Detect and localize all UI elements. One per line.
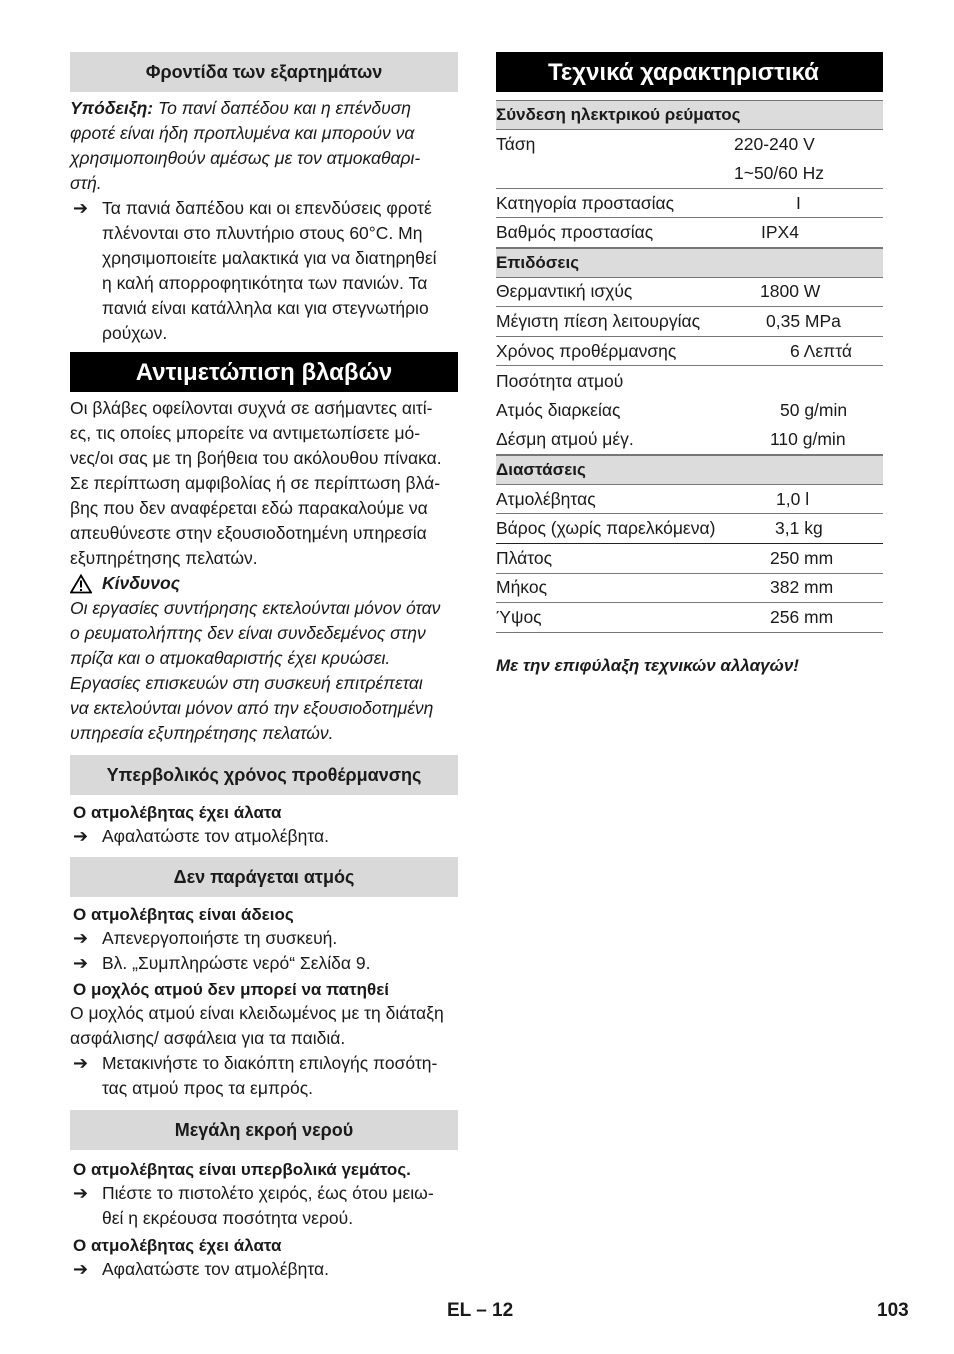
table-row: Θερμαντική ισχύς 1800 W — [496, 278, 883, 308]
arrow-right-icon: ➔ — [73, 198, 89, 218]
arrow-right-icon: ➔ — [73, 826, 89, 846]
right-column — [496, 52, 883, 678]
no-steam-action-1: ➔ Απενεργοποιήστε τη συσκευή. — [70, 926, 458, 951]
fault-intro: Οι βλάβες οφείλονται συχνά σε ασήμαντες αιτί- ες, τις οποίες μπορείτε να αντιμετωπίσετε μό- νες/οι σας με τη βοήθεια του ακόλουθου πίνακα. Σε περίπτωση αμφιβολίας ή σε περίπτωση βλά- βης που δεν αναφέρεται εδώ παρακαλούμε να απευθύνεστε στην εξουσιοδοτημένη υπηρεσία εξυπηρέτησης πελατών. — [70, 398, 442, 568]
arrow-right-icon: ➔ — [73, 953, 89, 973]
care-note: Υπόδειξη: Το πανί δαπέδου και η επένδυση φροτέ είναι ήδη προπλυμένα και μπορούν να χρησιμοποιηθούν αμέσως με τον ατμοκαθαρι- στή. — [70, 98, 421, 193]
page-number: 103 — [877, 1300, 909, 1321]
danger-title — [70, 571, 458, 596]
group-dimensions: Διαστάσεις — [496, 455, 883, 485]
arrow-right-icon: ➔ — [73, 1053, 89, 1073]
table-row: 1~50/60 Hz — [496, 159, 883, 189]
table-row: Βαθμός προστασίας IPX4 — [496, 218, 883, 248]
no-steam-heading: Δεν παράγεται ατμός — [70, 857, 458, 897]
care-heading: Φροντίδα των εξαρτημάτων — [70, 52, 458, 92]
table-row: Βάρος (χωρίς παρελκόμενα) 3,1 kg — [496, 514, 883, 544]
water-leak-action-2: ➔ Αφαλατώστε τον ατμολέβητα. — [70, 1257, 458, 1282]
water-leak-cause-2: Ο ατμολέβητας έχει άλατα — [73, 1236, 282, 1255]
water-leak-action-1: ➔ Πιέστε το πιστολέτο χειρός, έως ότου μειω- θεί η εκρέουσα ποσότητα νερού. — [70, 1181, 458, 1231]
danger-label: Κίνδυνος — [102, 573, 180, 593]
warning-triangle-icon — [70, 574, 92, 594]
table-row: Χρόνος προθέρμανσης 6 Λεπτά — [496, 337, 883, 367]
table-row: Ατμός διαρκείας 50 g/min — [496, 400, 848, 421]
preheat-heading: Υπερβολικός χρόνος προθέρμανσης — [70, 755, 458, 795]
arrow-right-icon: ➔ — [73, 928, 89, 948]
no-steam-cause-1: Ο ατμολέβητας είναι άδειος — [73, 905, 294, 924]
water-leak-heading: Μεγάλη εκροή νερού — [70, 1110, 458, 1150]
technical-changes-note: Με την επιφύλαξη τεχνικών αλλαγών! — [496, 655, 799, 675]
preheat-action: ➔ Αφαλατώστε τον ατμολέβητα. — [70, 824, 458, 849]
water-leak-cause-1: Ο ατμολέβητας είναι υπερβολικά γεμάτος. — [73, 1160, 411, 1179]
table-row: Ύψος 256 mm — [496, 603, 883, 633]
table-row: Δέσμη ατμού μέγ. 110 g/min — [496, 426, 883, 456]
group-performance: Επιδόσεις — [496, 248, 883, 278]
no-steam-text: Ο μοχλός ατμού είναι κλειδωμένος με τη διάταξη ασφάλισης/ ασφάλεια για τα παιδιά. — [70, 1003, 444, 1048]
arrow-right-icon: ➔ — [73, 1183, 89, 1203]
arrow-right-icon: ➔ — [73, 1259, 89, 1279]
table-row: Τάση 220-240 V — [496, 133, 815, 154]
tech-heading: Τεχνικά χαρακτηριστικά — [496, 52, 883, 92]
group-power: Σύνδεση ηλεκτρικού ρεύματος — [496, 100, 883, 130]
table-row: Μήκος 382 mm — [496, 574, 883, 604]
no-steam-cause-2: Ο μοχλός ατμού δεν μπορεί να πατηθεί — [73, 980, 390, 999]
table-row: Μέγιστη πίεση λειτουργίας 0,35 MPa — [496, 307, 883, 337]
page-code: EL – 12 — [447, 1300, 514, 1321]
tech-table — [496, 100, 883, 633]
table-row: Ατμολέβητας 1,0 l — [496, 485, 883, 515]
table-row: Κατηγορία προστασίας I — [496, 189, 883, 219]
fault-heading: Αντιμετώπιση βλαβών — [70, 352, 458, 392]
no-steam-action-3: ➔ Μετακινήστε το διακόπτη επιλογής ποσότη- τας ατμού προς τα εμπρός. — [70, 1051, 458, 1101]
table-row: Πλάτος 250 mm — [496, 544, 883, 574]
left-column — [70, 52, 458, 1282]
note-label: Υπόδειξη: — [70, 98, 154, 118]
danger-text: Οι εργασίες συντήρησης εκτελούνται μόνον όταν ο ρευματολήπτης δεν είναι συνδεδεμένος στην πρίζα και ο ατμοκαθαριστής έχει κρυώσει. Εργασίες επισκευών στη συσκευή επιτρέπεται να εκτελούνται μόνον από την εξουσιοδοτημένη υπηρεσία εξυπηρέτησης πελατών. — [70, 598, 441, 743]
care-item: ➔ Τα πανιά δαπέδου και οι επενδύσεις φροτέ πλένονται στο πλυντήριο στους 60°C. Μη χρησιμοποιείτε μαλακτικά για να διατηρηθεί η καλή απορροφητικότητα των πανιών. Τα πανιά είναι κατάλληλα και για στεγνωτήριο ρούχων. — [70, 196, 458, 346]
table-row: Ποσότητα ατμού — [496, 370, 624, 391]
preheat-cause: Ο ατμολέβητας έχει άλατα — [73, 803, 282, 822]
no-steam-action-2: ➔ Βλ. „Συμπληρώστε νερό“ Σελίδα 9. — [70, 951, 458, 976]
